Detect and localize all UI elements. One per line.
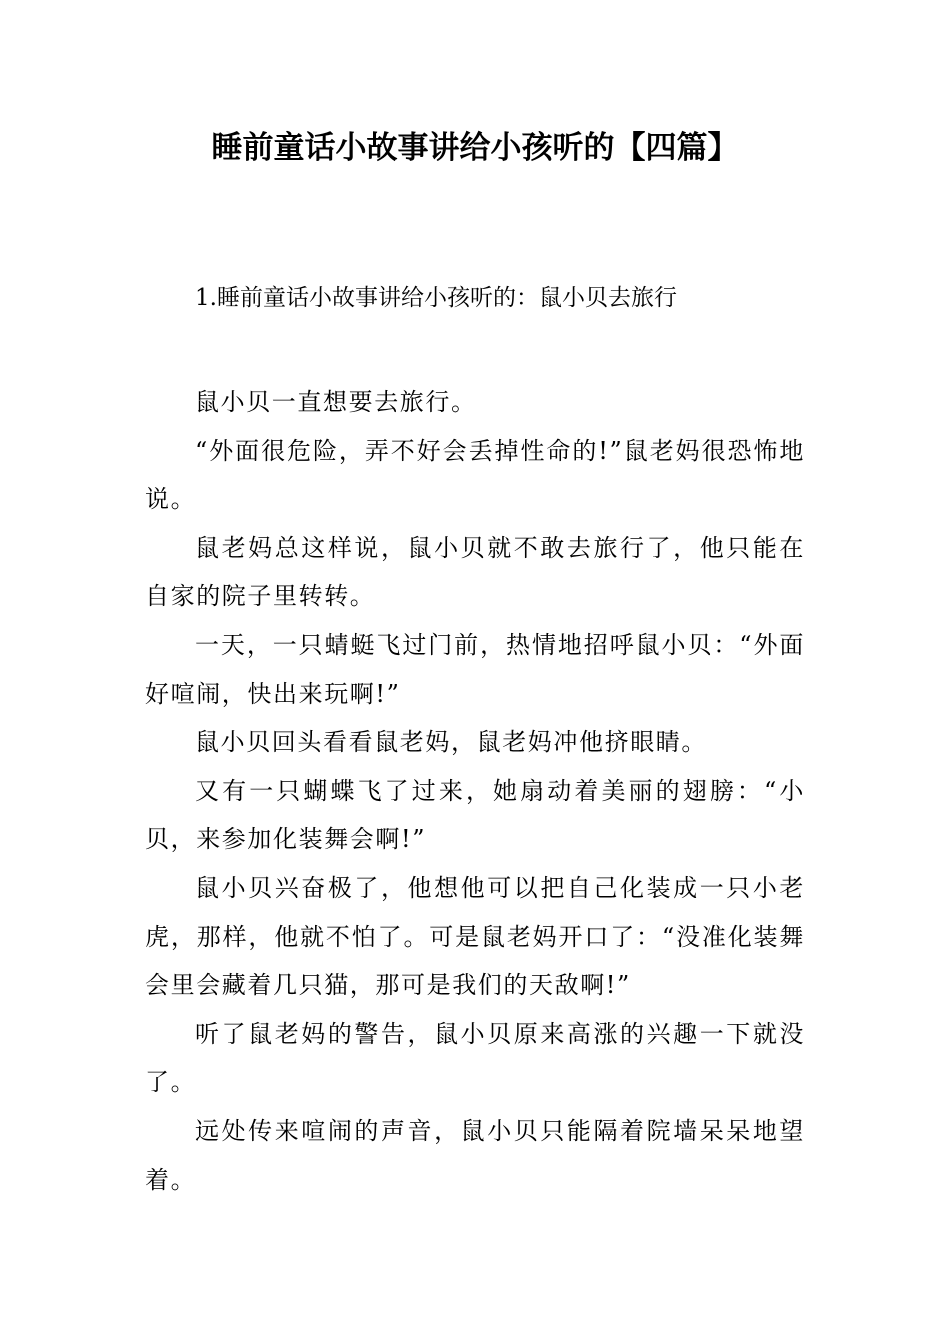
story-body bbox=[145, 378, 805, 1204]
paragraph: 鼠小贝回头看看鼠老妈，鼠老妈冲他挤眼睛。 bbox=[195, 728, 707, 757]
paragraph: 一天，一只蜻蜓飞过门前，热情地招呼鼠小贝：“外面好喧闹，快出来玩啊!” bbox=[145, 630, 805, 708]
paragraph: “外面很危险，弄不好会丢掉性命的!”鼠老妈很恐怖地说。 bbox=[145, 436, 805, 514]
paragraph: 鼠老妈总这样说，鼠小贝就不敢去旅行了，他只能在自家的院子里转转。 bbox=[145, 533, 805, 611]
paragraph: 远处传来喧闹的声音，鼠小贝只能隔着院墙呆呆地望着。 bbox=[145, 1116, 805, 1194]
paragraph: 听了鼠老妈的警告，鼠小贝原来高涨的兴趣一下就没了。 bbox=[145, 1019, 805, 1097]
paragraph: 又有一只蝴蝶飞了过来，她扇动着美丽的翅膀：“小贝，来参加化装舞会啊!” bbox=[145, 776, 805, 854]
section-heading: 1.睡前童话小故事讲给小孩听的：鼠小贝去旅行 bbox=[195, 285, 677, 311]
paragraph: 鼠小贝一直想要去旅行。 bbox=[195, 388, 477, 416]
document-title: 睡前童话小故事讲给小孩听的【四篇】 bbox=[211, 130, 739, 166]
paragraph: 鼠小贝兴奋极了，他想他可以把自己化装成一只小老虎，那样，他就不怕了。可是鼠老妈开口了：“没准化装舞会里会藏着几只猫，那可是我们的天敌啊!” bbox=[145, 873, 805, 1000]
